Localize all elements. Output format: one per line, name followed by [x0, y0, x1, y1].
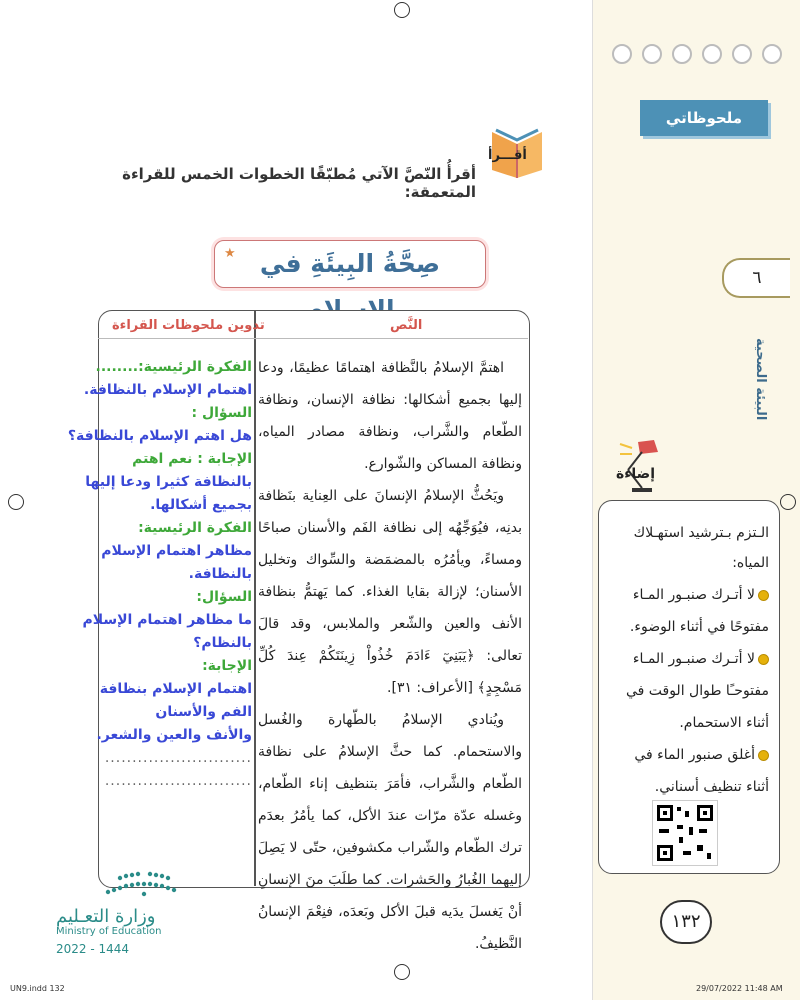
notes-column-header: تدوين ملحوظات القراءة [112, 318, 265, 333]
binder-hole [762, 44, 782, 64]
header-divider [98, 338, 528, 339]
note-line: ........................... [104, 750, 252, 766]
registration-mark-icon [780, 494, 796, 510]
note-line: والأنف والعين والشعر. [96, 727, 252, 743]
passage-text [258, 352, 522, 960]
ministry-logo-icon [104, 870, 182, 898]
note-line: بالنظام؟ [193, 635, 252, 651]
tip-line: مفتوحًا في أثناء الوضوء. [629, 619, 769, 635]
note-line: اهتمام الإسلام بالنظافة. [83, 382, 252, 398]
ministry-name-en: Ministry of Education [56, 926, 162, 937]
paragraph: ويَحُثُّ الإسلامُ الإنسانَ على العِناية بنَظافة بدنِه، فيُوَجِّهُه إلى نظافة الفَم والأسنان صباحًا ومساءً، ويأمُرُه بالمضمَضة والسِّواك وتخليل الأسنان؛ لإزالة بقايا الغذاء. كما يَهتمُّ بنظافة الأنف والعين والشّعر والملابس، وقد قالَ تعالى: ﴿يَبَنِيٓ ءَادَمَ خُذُواْ زِينَتَكُمْ عِندَ كُلِّ مَسْجِدٍ﴾ [الأعراف: ٣١]. [258, 488, 522, 696]
tip-line: مفتوحـًا طوال الوقت في [625, 683, 769, 699]
footer-date: 29/07/2022 11:48 AM [696, 984, 783, 993]
note-line: بالنظافة. [188, 566, 252, 582]
note-line: الإجابة : نعم اهتم [132, 451, 252, 467]
bullet-icon [758, 590, 769, 601]
paragraph: اهتمَّ الإسلامُ بالنَّظافة اهتمامًا عظيمًا، ودعا إليها بجميع أشكالها: نظافة الإنسان، ونظافة الطّعام والشَّراب، ونظافة مصادر المياه، ونظافة المساكن والشّوارع. [258, 360, 522, 472]
note-line: ........................... [104, 773, 252, 789]
notes-tab: ملحوظاتي [640, 100, 768, 136]
note-line: ما مظاهر اهتمام الإسلام [82, 612, 252, 628]
binder-hole [702, 44, 722, 64]
ministry-year: 2022 - 1444 [56, 942, 130, 956]
unit-number: ٦ [722, 258, 790, 298]
footer-file: UN9.indd 132 [10, 984, 65, 993]
note-line: الإجابة: [202, 658, 252, 674]
read-label: أقـــرأ [488, 148, 527, 163]
unit-title: البيئة الصحية [753, 337, 768, 420]
tip-line: المياه: [732, 555, 769, 571]
note-line: بالنظافة كثيرا ودعا إليها [85, 474, 252, 490]
star-icon: ★ [224, 246, 236, 261]
qr-code-icon[interactable] [652, 800, 718, 866]
text-column-header: النَّص [390, 318, 423, 333]
bullet-icon [758, 654, 769, 665]
note-line: الفكرة الرئيسية: [138, 520, 252, 536]
idaa-label: إضاءة [616, 466, 656, 482]
binder-hole [672, 44, 692, 64]
paragraph: ويُنادي الإسلامُ بالطّهارة والغُسل والاستحمام. كما حثَّ الإسلامُ على نظافة الطّعام والشَّراب، فأمَرَ بتنظيف إناء الطّعام، وغسله عدّة مرّات عندَ الأكل، كما يأمُرُ بعدَم ترك الطّعام والشّراب مكشوفين، حتّى لا يَصِلَ إليهما الغُبارُ والحَشرات. كما طلَبَ منَ الإنسانِ أنْ يَغسلَ يدَيه قبلَ الأكل وبَعدَه، فنِعْمَ الإنسانُ النَّظيفُ. [258, 712, 522, 952]
tip-line: أثناء الاستحمام. [679, 715, 769, 731]
column-divider [254, 310, 256, 886]
tip-line: لا أتـرك صنبـور المـاء [633, 585, 769, 605]
tip-line: أثناء تنظيف أسناني. [654, 779, 769, 795]
binder-hole [732, 44, 752, 64]
tip-line: أغلق صنبور الماء في [634, 745, 769, 765]
note-line: بجميع أشكالها. [150, 497, 252, 513]
ministry-name-ar: وزارة التعـليم [56, 906, 156, 927]
registration-mark-icon [8, 494, 24, 510]
instruction-text: أقرأُ النّصَّ الآتي مُطبّقًا الخطوات الخمس للقراءة المتعمقة: [122, 165, 476, 201]
note-line: هل اهتم الإسلام بالنظافة؟ [67, 428, 252, 444]
note-line: السؤال: [196, 589, 252, 605]
note-line: الفكرة الرئيسية:........ [95, 359, 252, 375]
tip-line: الـتزم بـترشيد استهـلاك [633, 525, 769, 541]
tip-line: لا أتـرك صنبـور المـاء [633, 649, 769, 669]
binder-hole [642, 44, 662, 64]
handwritten-notes [67, 356, 252, 793]
page-title: صِحَّةُ البِيئَةِ في [214, 240, 486, 288]
registration-mark-icon [394, 2, 410, 18]
note-line: مظاهر اهتمام الإسلام [101, 543, 252, 559]
bullet-icon [758, 750, 769, 761]
binder-hole [612, 44, 632, 64]
note-line: اهتمام الإسلام بنظافة [99, 681, 252, 697]
note-line: الفم والأسنان [155, 704, 252, 720]
page-number: ١٣٢ [660, 900, 712, 944]
registration-mark-icon [394, 964, 410, 980]
lamp-icon [618, 436, 668, 494]
note-line: السؤال : [191, 405, 252, 421]
